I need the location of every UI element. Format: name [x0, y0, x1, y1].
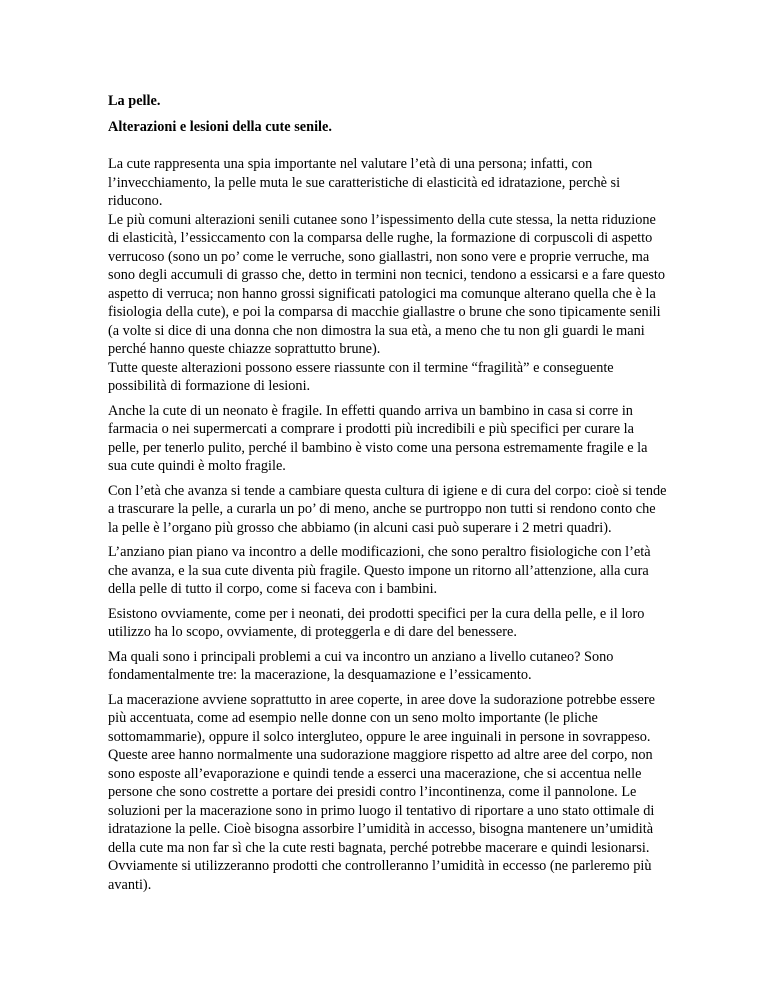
document-page	[108, 92, 668, 900]
document-subtitle: Alterazioni e lesioni della cute senile.	[108, 118, 332, 135]
paragraph-age: Con l’età che avanza si tende a cambiare questa cultura di igiene e di cura del corpo: cioè si tende a trascurare la pelle, a curarla un po’ di meno, anche se purtroppo non tutti si rendono conto che la pelle è l’organo più grosso che abbiamo (in alcuni casi può superare i 2 metri quadri).	[108, 482, 667, 536]
paragraph-fragility: Tutte queste alterazioni possono essere riassunte con il termine “fragilità” e conseguente possibilità di formazione di lesioni.	[108, 359, 614, 394]
paragraph-maceration: La macerazione avviene soprattutto in aree coperte, in aree dove la sudorazione potrebbe essere più accentuata, come ad esempio nelle donne con un seno molto importante (le pliche sottomammarie), oppure il solco intergluteo, oppure le aree inguinali in persone in sovrappeso. Queste aree hanno normalmente una sudorazione maggiore rispetto ad altre aree del corpo, non sono esposte all’evaporazione e quindi tende a esserci una macerazione, che si accentua nelle persone che sono costrette a portare dei presidi contro l’incontinenza, come il pannolone. Le soluzioni per la macerazione sono in primo luogo il tentativo di riportare a uno stato ottimale di idratazione la pelle. Cioè bisogna assorbire l’umidità in accesso, bisogna mantenere un’umidità della cute ma non far sì che la cute resti bagnata, perché potrebbe macerare e quindi lesionarsi. Ovviamente si utilizzeranno prodotti che controlleranno l’umidità in eccesso (ne parleremo più avanti).	[108, 691, 655, 893]
paragraph-products: Esistono ovviamente, come per i neonati, dei prodotti specifici per la cura della pelle, e il loro utilizzo ha lo scopo, ovviamente, di proteggerla e di dare del benessere.	[108, 605, 645, 640]
paragraph-newborn: Anche la cute di un neonato è fragile. In effetti quando arriva un bambino in casa si corre in farmacia o nei supermercati a comprare i prodotti più incredibili e più specifici per curare la pelle, per tenerlo pulito, perché il bambino è visto come una persona estremamente fragile e la sua cute quindi è molto fragile.	[108, 402, 648, 474]
paragraph-intro: La cute rappresenta una spia importante nel valutare l’età di una persona; infatti, con l’invecchiamento, la pelle muta le sue caratteristiche di elasticità ed idratazione, perchè si riducono.	[108, 156, 621, 209]
paragraph-alterations: Le più comuni alterazioni senili cutanee sono l’ispessimento della cute stessa, la netta riduzione di elasticità, l’essiccamento con la comparsa delle rughe, la formazione di corpuscoli di aspetto verrucoso (sono un po’ come le verruche, sono giallastri, non sono vere e proprie verruche, ma sono degli accumuli di grasso che, detto in termini non tecnici, tendono a essicarsi e a fare questo aspetto di verruca; non hanno grossi significati patologici ma comunque alterano quella che è la fisiologia della cute), e poi la comparsa di macchie giallastre o brune che sono tipicamente senili (a volte si dice di una donna che non dimostra la sua età, a meno che tu non gli guardi le mani perché hanno queste chiazze soprattutto brune).	[108, 211, 666, 357]
document-title: La pelle.	[108, 93, 161, 109]
paragraph-elderly: L’anziano pian piano va incontro a delle modificazioni, che sono peraltro fisiologiche con l’età che avanza, e la sua cute diventa più fragile. Questo impone un ritorno all’attenzione, alla cura della pelle di tutto il corpo, come si faceva con i bambini.	[108, 544, 651, 597]
paragraph-problems: Ma quali sono i principali problemi a cui va incontro un anziano a livello cutaneo? Sono fondamentalmente tre: la macerazione, la desquamazione e l’essicamento.	[108, 648, 614, 683]
